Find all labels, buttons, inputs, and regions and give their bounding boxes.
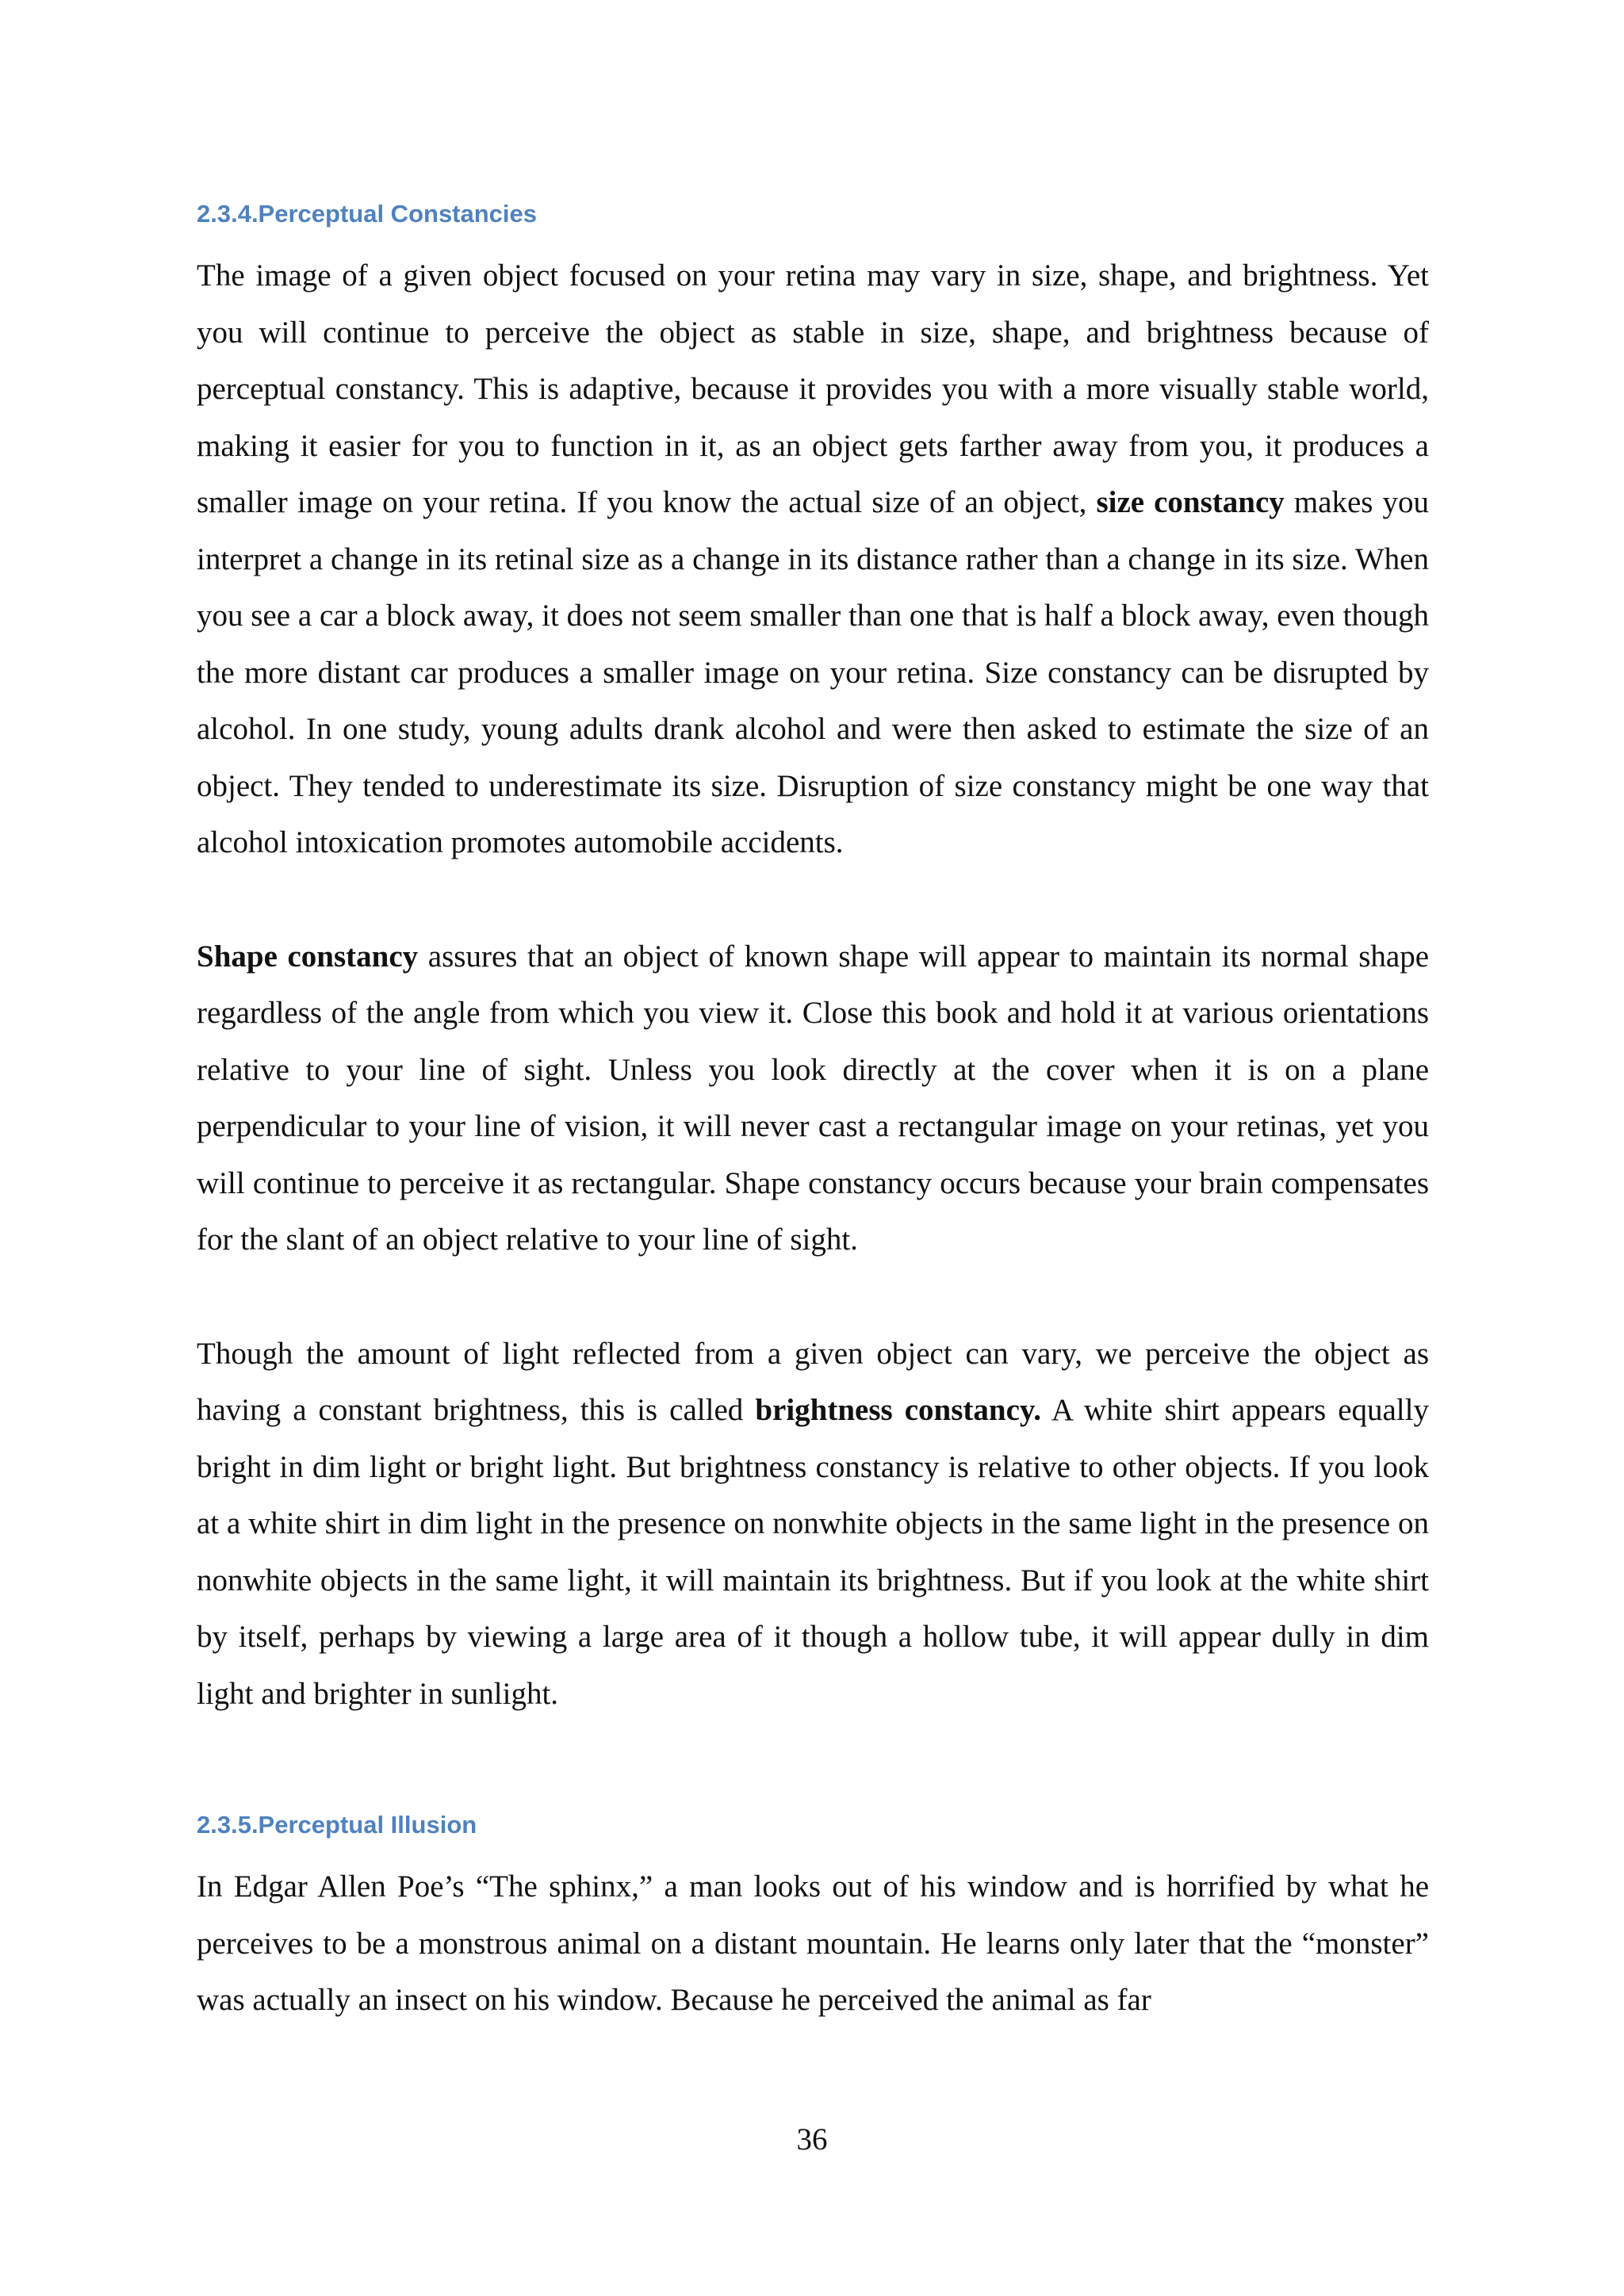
term-shape-constancy: Shape constancy [197,939,419,974]
paragraph-text: makes you interpret a change in its retinal size as a change in its distance rather than a change in its size. When you see a car a block away, it does not seem smaller than one that is half a block away, even though the more distant car produces a smaller image on your retina. Size constancy can be disrupted by alcohol. In one study, young adults drank alcohol and were then asked to estimate the size of an object. They tended to underestimate its size. Disruption of size constancy might be one way that alcohol intoxication promotes automobile accidents. [197,485,1429,859]
paragraph-text: A white shirt appears equally bright in dim light or bright light. But brightness constancy is relative to other objects. If you look at a white shirt in dim light in the presence on nonwhite objects in the same light in the presence on nonwhite objects in the same light, it will maintain its brightness. But if you look at the white shirt by itself, perhaps by viewing a large area of it though a hollow tube, it will appear dully in dim light and brighter in sunlight. [197,1393,1429,1711]
paragraph-brightness-constancy [197,1326,1429,1723]
paragraph-text: Though the amount of light reflected from a given object can vary, we perceive the object as having a constant brightness, this is called [197,1336,1429,1427]
paragraph-size-constancy [197,247,1429,871]
section-heading-perceptual-illusion: 2.3.5.Perceptual Illusion [197,1811,477,1839]
paragraph-text: assures that an object of known shape will appear to maintain its normal shape regardless of the angle from which you view it. Close this book and hold it at various orientations relative to your line of sight. Unless you look directly at the cover when it is on a plane perpendicular to your line of vision, it will never cast a rectangular image on your retinas, yet you will continue to perceive it as rectangular. Shape constancy occurs because your brain compensates for the slant of an object relative to your line of sight. [197,939,1430,1257]
page-content [197,190,1429,2029]
term-size-constancy: size constancy [1096,485,1285,519]
paragraph-shape-constancy [197,928,1429,1269]
page-number: 36 [796,2122,828,2156]
paragraph-text: The image of a given object focused on your retina may vary in size, shape, and brightness. Yet you will continue to perceive the object as stable in size, shape, and brightness because of perceptual constancy. This is adaptive, because it provides you with a more visually stable world, making it easier for you to function in it, as an object gets farther away from you, it produces a smaller image on your retina. If you know the actual size of an object, [197,258,1429,519]
paragraph-perceptual-illusion: In Edgar Allen Poe’s “The sphinx,” a man looks out of his window and is horrified by what he perceives to be a monstrous animal on a distant mountain. He learns only later that the “monster” was actually an insect on his window. Because he perceived the animal as far [197,1869,1429,2017]
term-brightness-constancy: brightness constancy. [755,1393,1041,1427]
section-heading-perceptual-constancies: 2.3.4.Perceptual Constancies [197,200,538,228]
